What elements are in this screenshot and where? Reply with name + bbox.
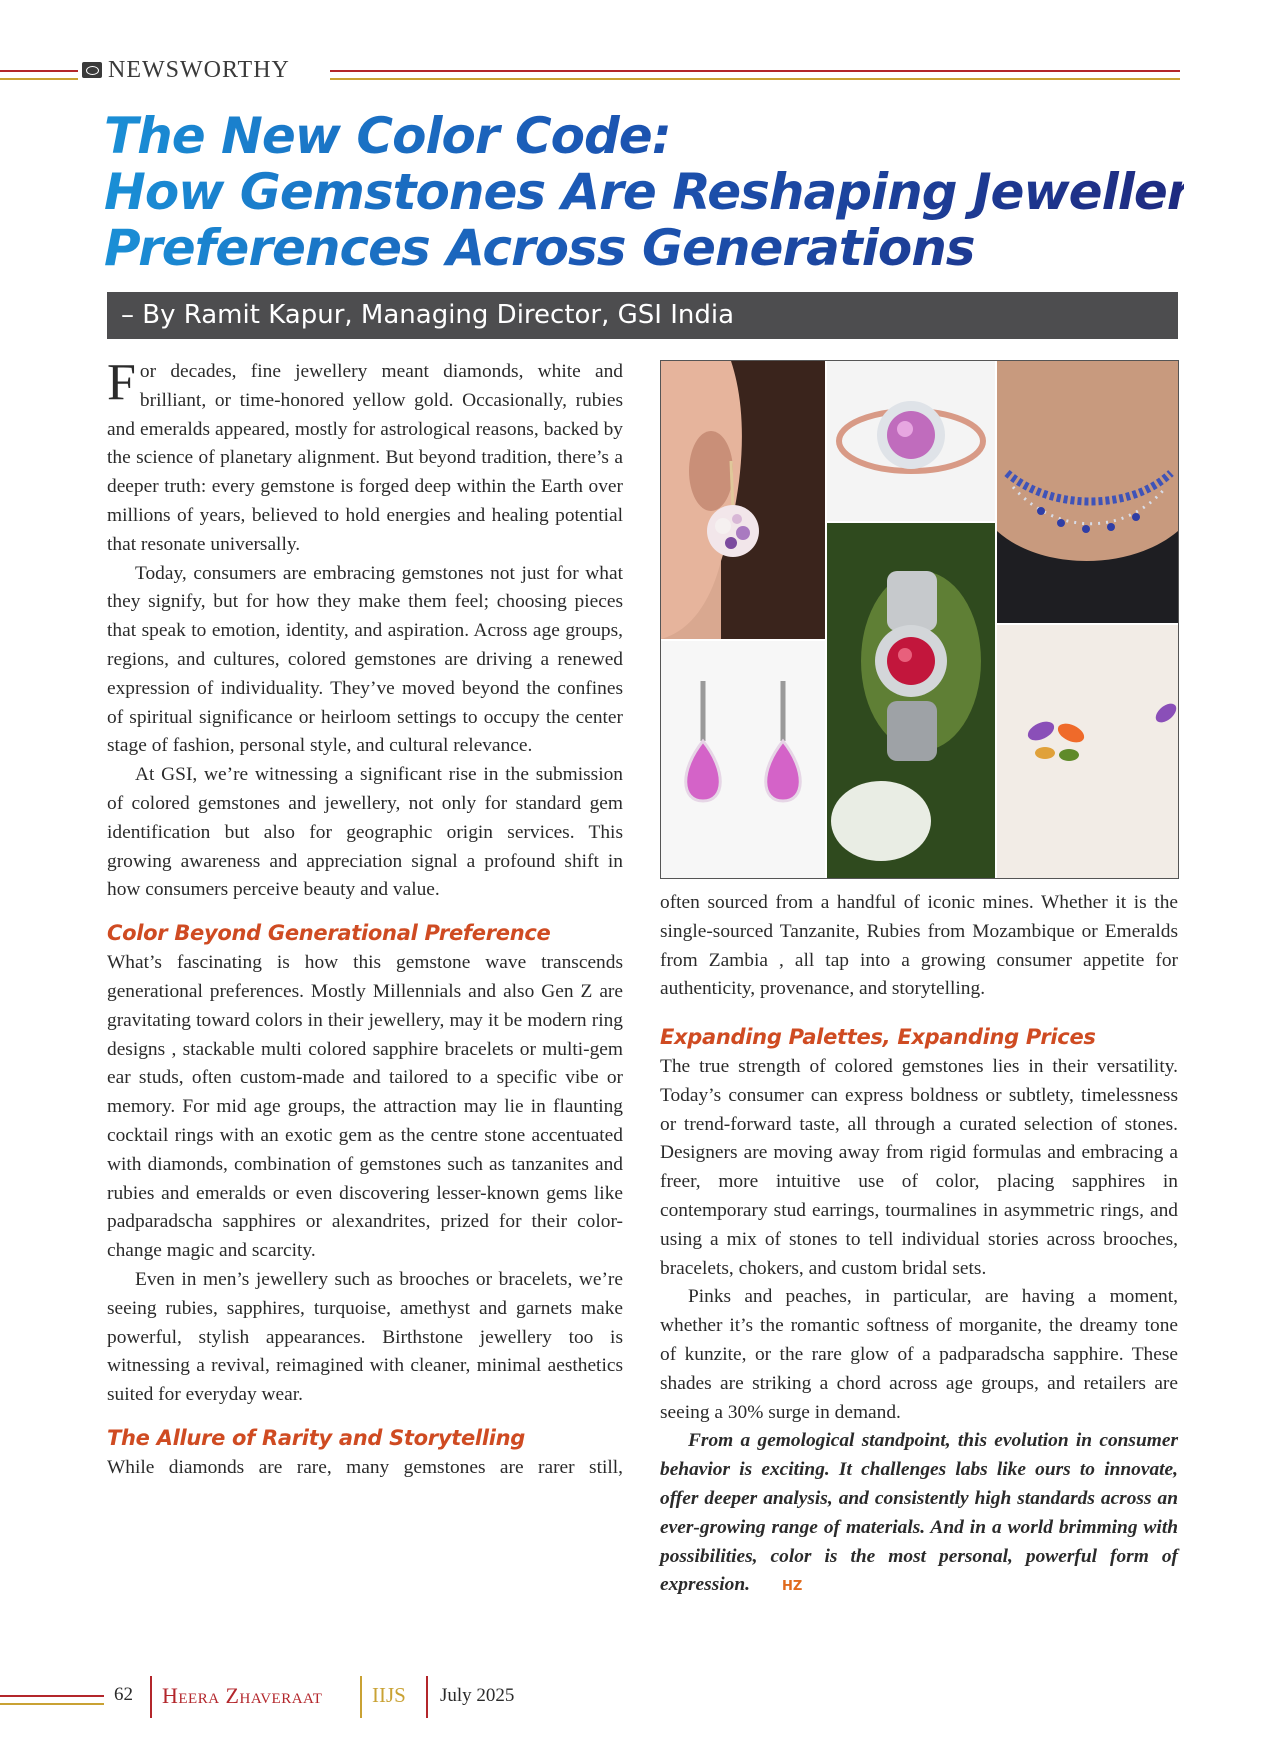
end-mark-logo: HZ (781, 1579, 803, 1595)
blue-necklace-photo (997, 361, 1178, 623)
body-paragraph: What’s fascinating is how this gemstone wave transcends generational preferences. Mostly Millennials and also Gen Z are gravitating toward colors in their jewellery, may it be modern ring designs , stackable multi colored sapphire bracelets or multi-gem ear studs, often custom-made and tailored to a specific vibe or memory. For mid age groups, the attraction may lie in flaunting cocktail rings with an exotic gem as the centre stone accentuated with diamonds, combination of gemstones such as tanzanites and rubies and emeralds or even discovering lesser-known gems like padparadscha sapphires or alexandrites, prized for their color-change magic and scarcity. (107, 952, 623, 1262)
butterfly-studs-photo (997, 625, 1178, 878)
jewellery-photo-collage (660, 360, 1179, 879)
byline: – By Ramit Kapur, Managing Director, GSI India (107, 292, 1178, 339)
left-column (107, 354, 623, 1483)
publisher-name: IIJS (372, 1683, 406, 1707)
red-ring-photo (827, 523, 995, 878)
section-label: NEWSWORTHY (108, 56, 290, 83)
pink-ring-photo (827, 361, 995, 521)
ear-earring-photo (661, 361, 825, 639)
pink-drop-earrings-photo (661, 641, 825, 878)
article-title (104, 107, 1223, 277)
body-paragraph: The true strength of colored gemstones lies in their versatility. Today’s consumer can express boldness or subtlety, timelessness or trend-forward taste, all through a curated selection of stones. Designers are moving away from rigid formulas and embracing a freer, more intuitive use of color, placing sapphires in contemporary stud earrings, tourmalines in asymmetric rings, and using a mix of stones to tell individual stories across brooches, bracelets, chokers, and custom bridal sets. (660, 1056, 1178, 1279)
intro-paragraph: Today, consumers are embracing gemstones not just for what they signify, but for how they make them feel; choosing pieces that speak to emotion, identity, and aspiration. Across age groups, regions, and cultures, colored gemstones are driving a renewed expression of individuality. They’ve moved beyond the confines of spiritual significance or heirloom settings to occupy the center stage of fashion, personal style, and cultural relevance. (107, 562, 623, 757)
section-tag (82, 56, 290, 84)
title-line: How Gemstones Are Reshaping Jewellery (104, 163, 1223, 221)
issue-date: July 2025 (440, 1685, 515, 1706)
magazine-logo-icon (82, 62, 102, 78)
body-paragraph: Pinks and peaches, in particular, are having a moment, whether it’s the romantic softness of morganite, the dreamy tone of kunzite, or the rare glow of a padparadscha sapphire. These shades are striking a chord across age groups, and retailers are seeing a 30% surge in demand. (660, 1286, 1178, 1423)
footer-divider (360, 1676, 362, 1718)
title-line: The New Color Code: (104, 107, 671, 165)
subheading-color-beyond: Color Beyond Generational Preference (107, 921, 551, 946)
footer-divider (426, 1676, 428, 1718)
right-column-continued (660, 889, 1178, 1004)
intro-paragraph: For decades, fine jewellery meant diamonds, white and brilliant, or time-honored yellow gold. Occasionally, rubies and emeralds appeared, mostly for astrological reasons, backed by the science of planetary alignment. But beyond tradition, there’s a deeper truth: every gemstone is forged deep within the Earth over millions of years, believed to hold energies and healing potential that resonate universally. (107, 354, 623, 555)
subheading-allure-of-rarity: The Allure of Rarity and Storytelling (107, 1425, 526, 1450)
footer-divider (150, 1676, 152, 1718)
header-rule-right (330, 70, 1180, 80)
header-rule-left (0, 70, 78, 80)
body-paragraph: Even in men’s jewellery such as brooches or bracelets, we’re seeing rubies, sapphires, turquoise, amethyst and garnets make powerful, stylish appearances. Birthstone jewellery too is witnessing a revival, reimagined with cleaner, minimal aesthetics suited for everyday wear. (107, 1268, 623, 1406)
magazine-name: Heera Zhaveraat (162, 1683, 323, 1708)
right-column (660, 1023, 1178, 1602)
closing-quote-text: From a gemological standpoint, this evolution in consumer behavior is exciting. It challenges labs like ours to innovate, offer deeper analysis, and consistently high standards across an ever-growing range of materials. And in a world brimming with possibilities, color is the most personal, powerful form of expression. (660, 1430, 1178, 1596)
footer-rule (0, 1695, 104, 1705)
body-paragraph: often sourced from a handful of iconic mines. Whether it is the single-sourced Tanzanite, Rubies from Mozambique or Emeralds from Zambia , all tap into a growing consumer appetite for authenticity, provenance, and storytelling. (660, 892, 1178, 1000)
title-line: Preferences Across Generations (104, 219, 975, 277)
closing-quote (660, 1427, 1178, 1602)
intro-paragraph: At GSI, we’re witnessing a significant rise in the submission of colored gemstones and jewellery, not only for standard gem identification but also for geographic origin services. This growing awareness and appreciation signal a profound shift in how consumers perceive beauty and value. (107, 764, 623, 901)
page-number: 62 (114, 1684, 133, 1705)
subheading-expanding-palettes: Expanding Palettes, Expanding Prices (660, 1025, 1096, 1049)
body-paragraph: While diamonds are rare, many gemstones are rarer still, (107, 1456, 623, 1478)
